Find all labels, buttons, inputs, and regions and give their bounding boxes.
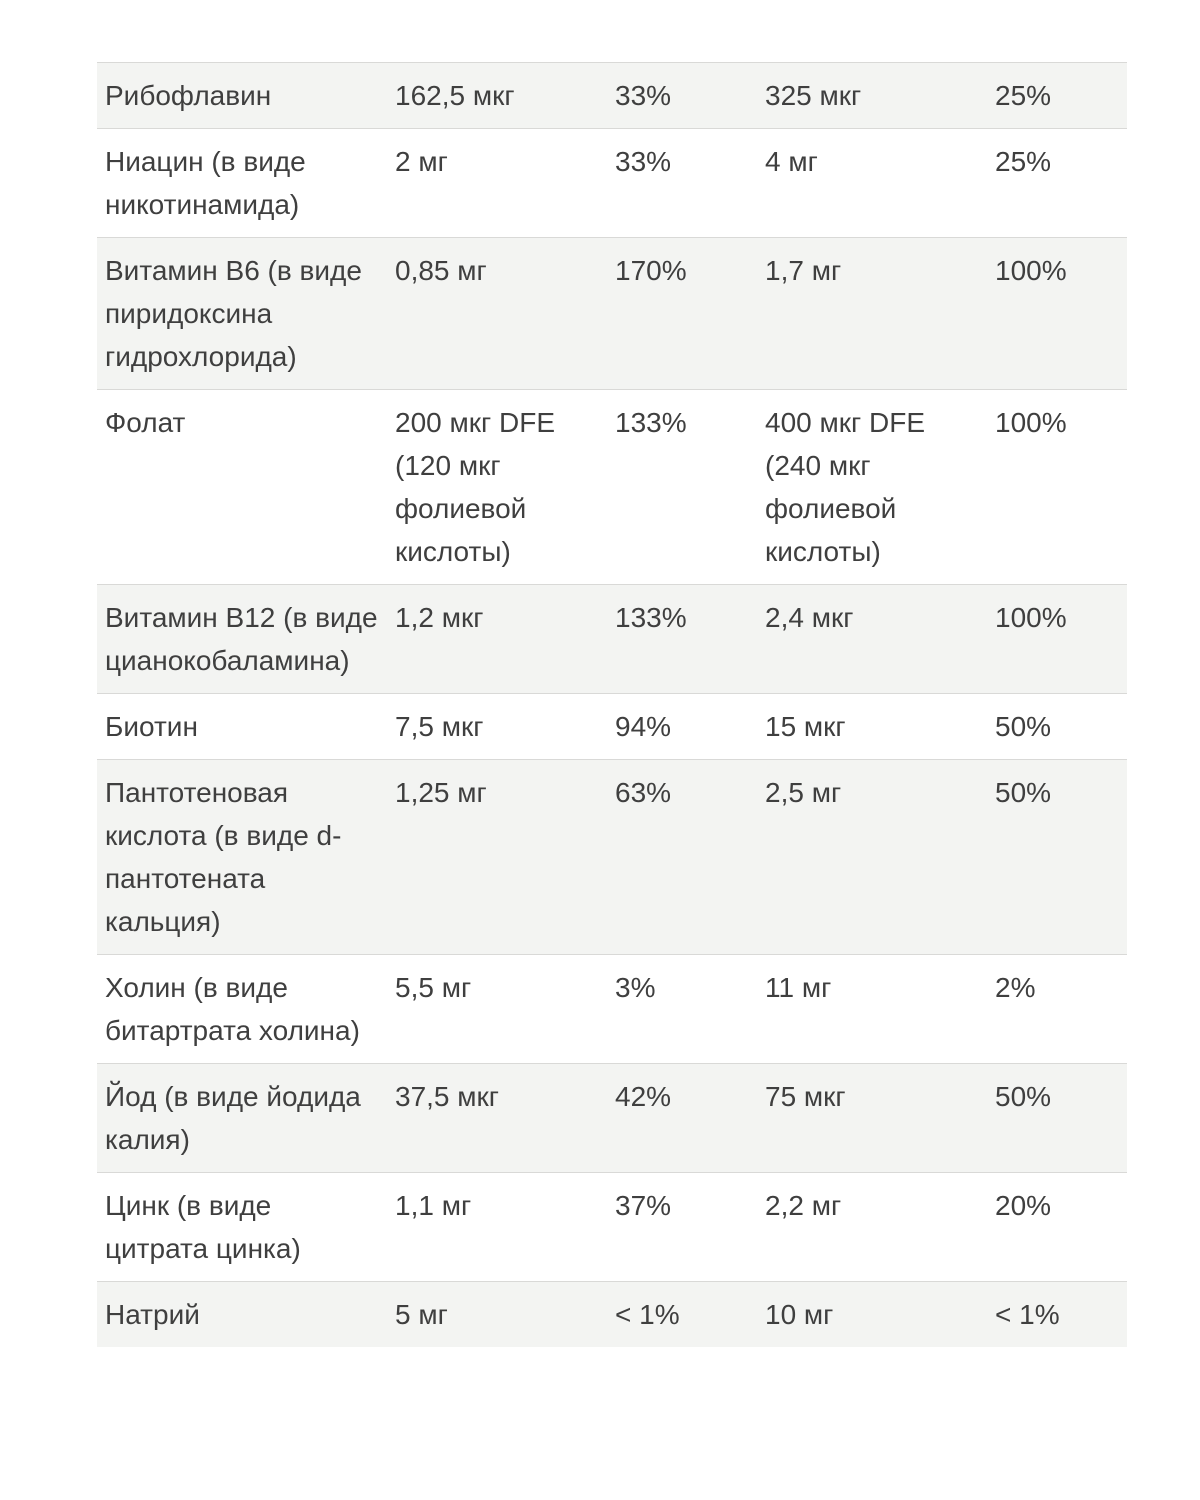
table-row bbox=[97, 129, 1127, 238]
daily-value-2-cell: 100% bbox=[995, 255, 1067, 286]
amount-per-serving-cell: 2 мг bbox=[395, 146, 448, 177]
amount-per-2-servings-cell: 11 мг bbox=[765, 972, 832, 1003]
table-row bbox=[97, 955, 1127, 1064]
daily-value-cell: 3% bbox=[615, 972, 656, 1003]
amount-per-2-servings-cell: 1,7 мг bbox=[765, 255, 842, 286]
nutrient-name-cell: Натрий bbox=[105, 1299, 200, 1330]
amount-per-2-servings-cell: 325 мкг bbox=[765, 80, 862, 111]
nutrient-name-cell: Йод (в виде йодида калия) bbox=[105, 1081, 361, 1155]
daily-value-2-cell: 50% bbox=[995, 777, 1052, 808]
amount-per-serving-cell: 1,1 мг bbox=[395, 1190, 472, 1221]
amount-per-2-servings-cell: 2,2 мг bbox=[765, 1190, 842, 1221]
daily-value-2-cell: 2% bbox=[995, 972, 1036, 1003]
daily-value-cell: 33% bbox=[615, 146, 672, 177]
daily-value-cell: 37% bbox=[615, 1190, 672, 1221]
daily-value-cell: 133% bbox=[615, 407, 687, 438]
daily-value-cell: 33% bbox=[615, 80, 672, 111]
supplement-facts-section bbox=[97, 62, 1127, 1347]
amount-per-serving-cell: 7,5 мкг bbox=[395, 711, 484, 742]
daily-value-cell: 63% bbox=[615, 777, 672, 808]
nutrient-name-cell: Фолат bbox=[105, 407, 186, 438]
daily-value-cell: 170% bbox=[615, 255, 687, 286]
daily-value-cell: < 1% bbox=[615, 1299, 680, 1330]
nutrient-name-cell: Витамин B6 (в виде пиридоксина гидрохлорида) bbox=[105, 255, 362, 372]
table-row bbox=[97, 238, 1127, 390]
daily-value-2-cell: 100% bbox=[995, 602, 1067, 633]
daily-value-2-cell: 100% bbox=[995, 407, 1067, 438]
daily-value-2-cell: 50% bbox=[995, 1081, 1052, 1112]
table-row bbox=[97, 694, 1127, 760]
daily-value-2-cell: 50% bbox=[995, 711, 1052, 742]
daily-value-2-cell: 25% bbox=[995, 80, 1052, 111]
amount-per-2-servings-cell: 75 мкг bbox=[765, 1081, 846, 1112]
nutrient-name-cell: Холин (в виде битартрата холина) bbox=[105, 972, 360, 1046]
table-row bbox=[97, 760, 1127, 955]
daily-value-2-cell: 25% bbox=[995, 146, 1052, 177]
daily-value-cell: 133% bbox=[615, 602, 687, 633]
amount-per-2-servings-cell: 2,4 мкг bbox=[765, 602, 854, 633]
supplement-facts-table bbox=[97, 62, 1127, 1347]
amount-per-serving-cell: 5 мг bbox=[395, 1299, 448, 1330]
amount-per-serving-cell: 1,25 мг bbox=[395, 777, 487, 808]
daily-value-cell: 42% bbox=[615, 1081, 672, 1112]
table-row bbox=[97, 390, 1127, 585]
daily-value-2-cell: < 1% bbox=[995, 1299, 1060, 1330]
nutrient-name-cell: Биотин bbox=[105, 711, 198, 742]
table-row bbox=[97, 63, 1127, 129]
amount-per-serving-cell: 0,85 мг bbox=[395, 255, 487, 286]
nutrient-name-cell: Пантотеновая кислота (в виде d-пантотената кальция) bbox=[105, 777, 342, 937]
amount-per-serving-cell: 37,5 мкг bbox=[395, 1081, 499, 1112]
amount-per-2-servings-cell: 10 мг bbox=[765, 1299, 834, 1330]
table-body bbox=[97, 63, 1127, 1348]
amount-per-2-servings-cell: 2,5 мг bbox=[765, 777, 842, 808]
nutrient-name-cell: Витамин B12 (в виде цианокобаламина) bbox=[105, 602, 378, 676]
nutrient-name-cell: Рибофлавин bbox=[105, 80, 272, 111]
table-row bbox=[97, 1173, 1127, 1282]
table-row bbox=[97, 1064, 1127, 1173]
nutrient-name-cell: Цинк (в виде цитрата цинка) bbox=[105, 1190, 301, 1264]
daily-value-2-cell: 20% bbox=[995, 1190, 1052, 1221]
amount-per-2-servings-cell: 400 мкг DFE (240 мкг фолиевой кислоты) bbox=[765, 407, 925, 567]
amount-per-serving-cell: 200 мкг DFE (120 мкг фолиевой кислоты) bbox=[395, 407, 555, 567]
amount-per-2-servings-cell: 4 мг bbox=[765, 146, 818, 177]
table-row bbox=[97, 1282, 1127, 1348]
amount-per-2-servings-cell: 15 мкг bbox=[765, 711, 846, 742]
daily-value-cell: 94% bbox=[615, 711, 672, 742]
table-row bbox=[97, 585, 1127, 694]
nutrient-name-cell: Ниацин (в виде никотинамида) bbox=[105, 146, 306, 220]
amount-per-serving-cell: 1,2 мкг bbox=[395, 602, 484, 633]
amount-per-serving-cell: 5,5 мг bbox=[395, 972, 472, 1003]
amount-per-serving-cell: 162,5 мкг bbox=[395, 80, 515, 111]
